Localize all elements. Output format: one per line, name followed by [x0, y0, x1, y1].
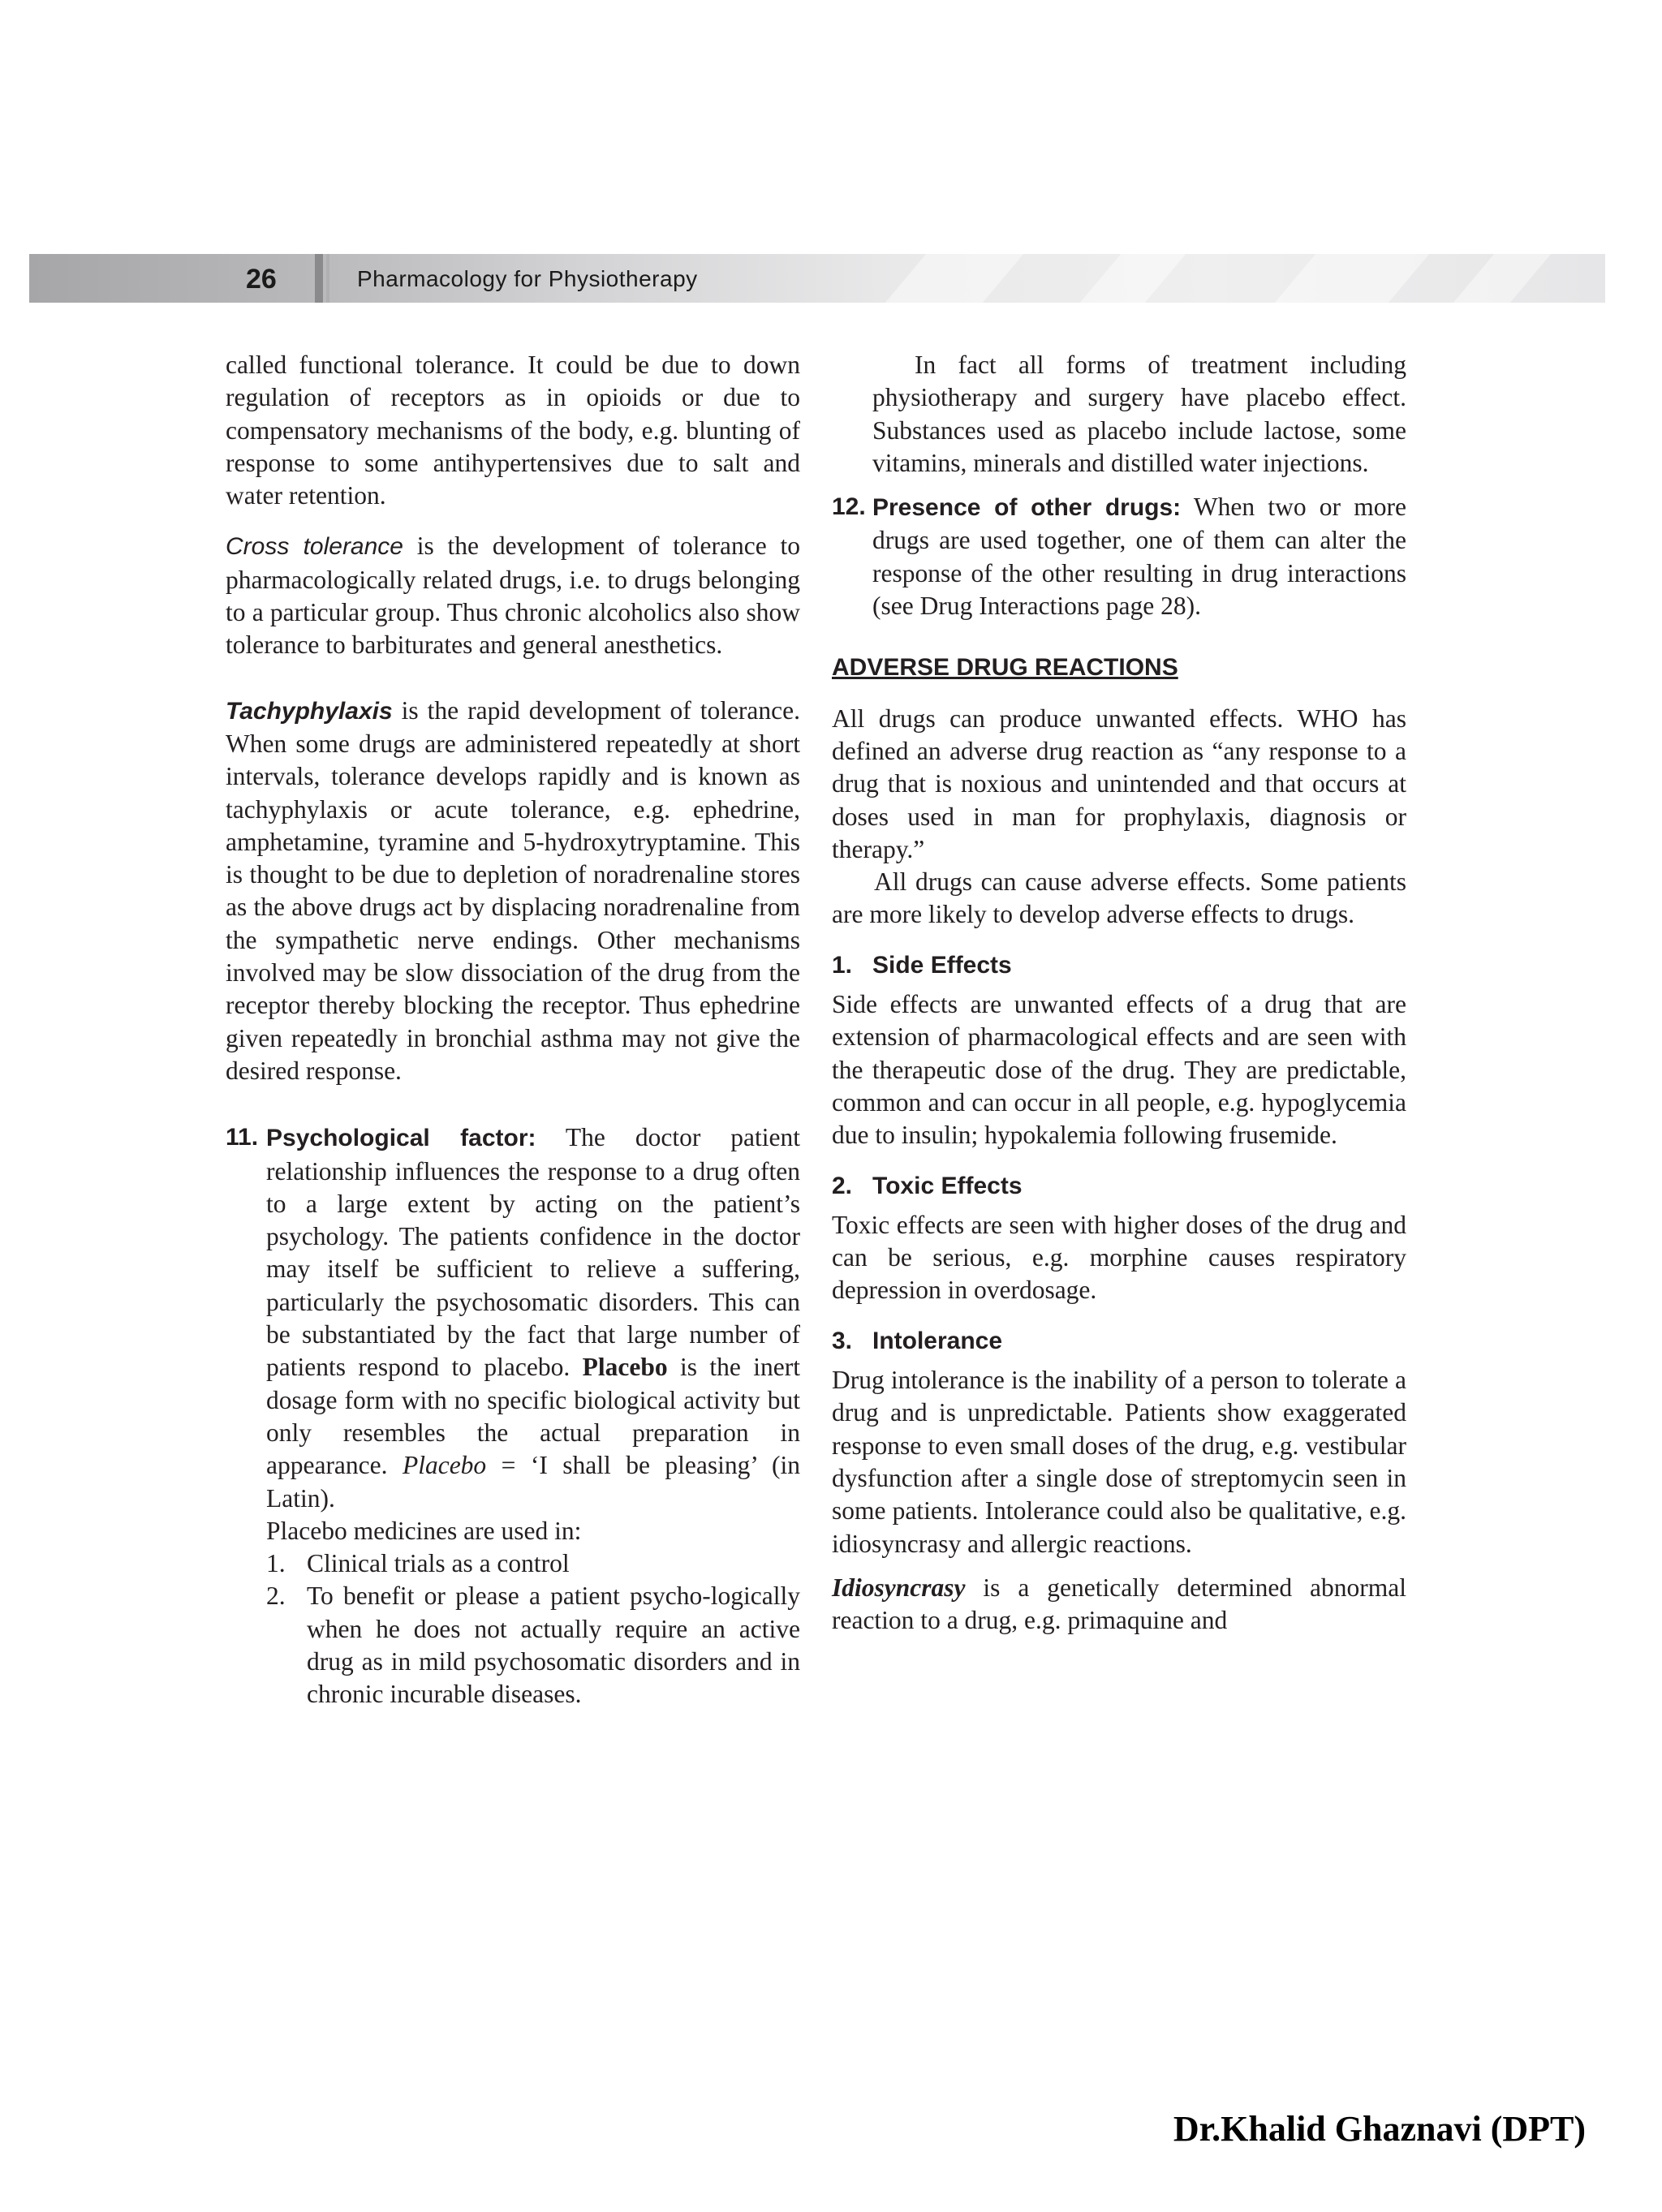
subheading-toxic-effects — [832, 1170, 1406, 1203]
paragraph: called functional tolerance. It could be due to down regulation of receptors as in opioids or due to compensatory mechanisms of the body, e.g. blunting of response to some antihypertensives due to salt and water retention. — [226, 351, 800, 510]
list-item — [266, 1547, 800, 1580]
numbered-item-11 — [226, 1121, 800, 1547]
right-column — [832, 349, 1406, 1637]
paragraph-text: is the inert dosage form with no specific biological activity but only resembles the actual preparation in appearance. — [266, 1353, 800, 1480]
paragraph — [872, 491, 1406, 622]
term-placebo-italic: Placebo — [402, 1451, 487, 1480]
item-number: 11. — [226, 1124, 259, 1151]
placebo-uses-list — [266, 1547, 800, 1711]
list-number: 2. — [266, 1582, 286, 1611]
numbered-item-12 — [832, 491, 1406, 622]
header-divider — [315, 254, 323, 303]
author-credit: Dr.Khalid Ghaznavi (DPT) — [1173, 2109, 1586, 2149]
term-tachyphylaxis: Tachyphylaxis — [226, 697, 393, 725]
paragraph-text: The doctor patient relationship influences the response to a drug often to a large extent by acting on the patient’s psychology. The patients confidence in the doctor may itself be sufficient to relieve a suffering, particularly the psychosomatic disorders. This can be substantiated by the fact that large number of patients respond to placebo. — [266, 1123, 801, 1382]
tachyphylaxis-paragraph — [226, 695, 800, 1088]
left-column — [226, 349, 800, 1711]
term-cross-tolerance: Cross tolerance — [226, 533, 403, 561]
subheading-title: Side Effects — [872, 951, 1012, 979]
idiosyncrasy-paragraph — [832, 1572, 1406, 1637]
paragraph-text: is the rapid development of tolerance. When some drugs are administered repeatedly at short intervals, tolerance develops rapidly and is known as tachyphylaxis or acute tolerance, e.g. ephedrine, amphetamine, tyramine and 5-hydroxytryptamine. This is thought to be due to depletion of noradrenaline stores as the above drugs act by displacing noradrenaline from the sympathetic nerve endings. Other mechanisms involved may be slow dissociation of the drug from the receptor thereby blocking the receptor. Thus ephedrine given repeatedly in bronchial asthma may not give the desired response. — [226, 695, 800, 1085]
paragraph-text: is a genetically determined abnormal reaction to a drug, e.g. primaquine and — [832, 1573, 1406, 1635]
paragraph: In fact all forms of treatment including physiotherapy and surgery have placebo effect. Substances used as placebo include lactose, some vitamins, minerals and distilled water injections. — [872, 351, 1406, 477]
header-sheen — [1275, 254, 1429, 303]
running-title: Pharmacology for Physiotherapy — [357, 266, 698, 291]
placebo-uses-intro: Placebo medicines are used in: — [266, 1516, 582, 1545]
item-body — [266, 1121, 800, 1547]
subheading-title: Intolerance — [872, 1327, 1003, 1354]
paragraph: All drugs can cause adverse effects. Some patients are more likely to develop adverse effects to drugs. — [832, 867, 1406, 929]
header-sheen — [885, 254, 1023, 303]
paragraph: Toxic effects are seen with higher doses of the drug and can be serious, e.g. morphine causes respiratory depression in overdosage. — [832, 1210, 1406, 1305]
section-heading: ADVERSE DRUG REACTIONS — [832, 654, 1178, 682]
subheading-number: 1. — [832, 951, 853, 979]
subheading-title: Toxic Effects — [872, 1172, 1023, 1199]
paragraph: All drugs can produce unwanted effects. WHO has defined an adverse drug reaction as “any response to a drug that is noxious and unintended and that occurs at doses used in man for prophylaxis, diagnosis or therapy.” — [832, 704, 1406, 863]
header-sheen — [1080, 254, 1186, 303]
subheading-number: 3. — [832, 1327, 853, 1354]
subheading-intolerance — [832, 1325, 1406, 1358]
list-number: 1. — [266, 1549, 286, 1578]
term-idiosyncrasy: Idiosyncrasy — [832, 1573, 966, 1602]
header-sheen — [1453, 254, 1551, 303]
item-body — [872, 491, 1406, 622]
paragraph-text: When two or more drugs are used together, one of them can alter the response of the other resulting in drug interactions (see Drug Interactions page 28). — [872, 493, 1407, 621]
list-text: Clinical trials as a control — [307, 1549, 570, 1578]
subheading-side-effects — [832, 949, 1406, 982]
list-text: To benefit or please a patient psycho-logically when he does not actually require an active drug as in mild psychosomatic disorders and in chronic incurable diseases. — [307, 1582, 800, 1709]
paragraph: Side effects are unwanted effects of a drug that are extension of pharmacological effects and are seen with the therapeutic dose of the drug. They are predictable, common and can occur in all people, e.g. hypoglycemia due to insulin; hypokalemia following frusemide. — [832, 990, 1406, 1150]
page-number: 26 — [246, 264, 277, 295]
paragraph-text: = ‘I shall be pleasing’ (in Latin). — [266, 1451, 800, 1513]
item-number: 12. — [832, 493, 866, 521]
cross-tolerance-paragraph — [226, 530, 800, 661]
header-divider — [326, 254, 329, 303]
list-item — [266, 1580, 800, 1711]
subheading-number: 2. — [832, 1172, 853, 1199]
term-placebo: Placebo — [582, 1353, 668, 1382]
paragraph: Drug intolerance is the inability of a person to tolerate a drug and is unpredictable. Patients show exaggerated response to even small doses of the drug, e.g. vestibular dysfunction after a single dose of streptomycin seen in some patients. Intolerance could also be qualitative, e.g. idiosyncrasy and allergic reactions. — [832, 1366, 1406, 1558]
paragraph-text: is the development of tolerance to pharmacologically related drugs, i.e. to drugs belonging to a particular group. Thus chronic alcoholics also show tolerance to barbiturates and general anesthetics. — [226, 531, 800, 660]
item-term: Presence of other drugs: — [872, 494, 1182, 522]
paragraph — [266, 1121, 800, 1515]
item-term: Psychological factor: — [266, 1125, 536, 1152]
